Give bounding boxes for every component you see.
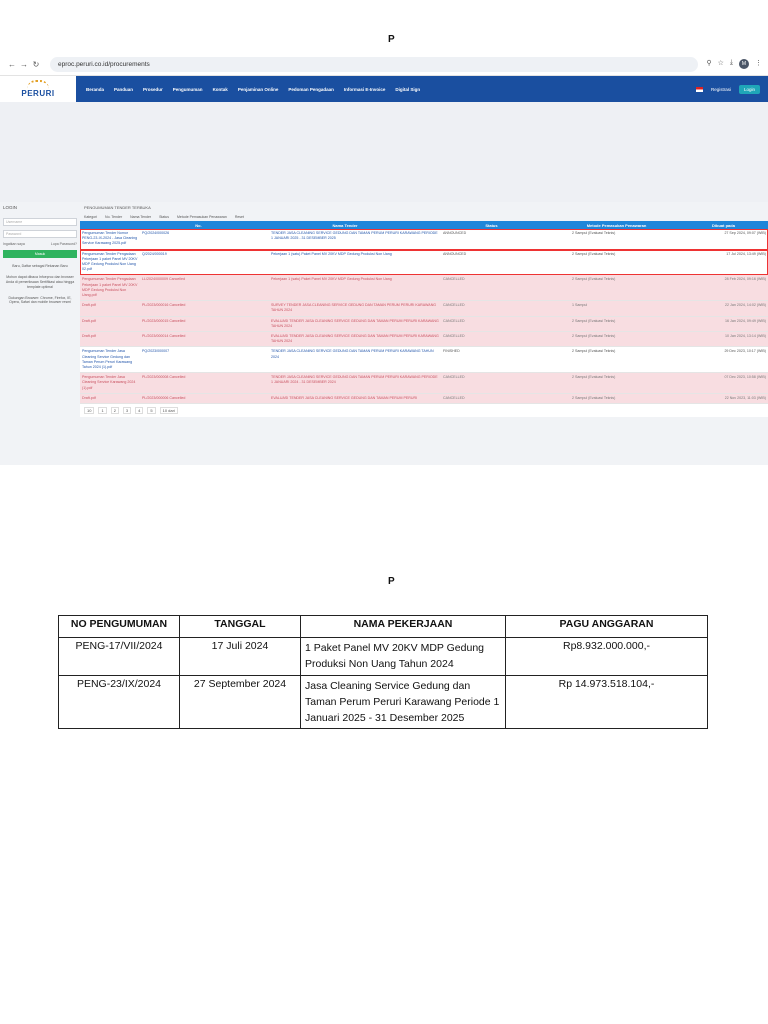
tender-doc-link[interactable]: Pengumuman Tender Jasa Cleaning Service Karawang 2024 (1).pdf: [82, 375, 136, 390]
logo-text: PERURI: [21, 89, 55, 98]
filter-bar: [80, 213, 768, 221]
tender-no[interactable]: PL/2023/000006 Cancelled: [142, 395, 186, 400]
tender-row: [80, 373, 768, 394]
page-1[interactable]: 1: [98, 407, 106, 414]
tender-date: 17 Jul 2024, 13:49 (WIB): [726, 251, 766, 256]
menu-item-digital-sign[interactable]: Digital Sign: [395, 86, 421, 92]
tender-date: 27 Sep 2024, 09:07 (WIB): [724, 231, 766, 235]
tender-method: 2 Sampul (Evaluasi Teknis): [572, 375, 616, 380]
tender-table-body: [80, 229, 768, 404]
login-title: LOGIN: [3, 205, 18, 210]
page-marker-bottom: P: [388, 576, 395, 587]
filter-status[interactable]: Status: [159, 215, 169, 219]
col-header-no[interactable]: No.: [195, 222, 202, 228]
menu-item-pengumuman[interactable]: Pengumuman: [172, 86, 203, 92]
cell-job: 1 Paket Panel MV 20KV MDP Gedung Produksi Non Uang Tahun 2024: [301, 638, 506, 676]
tender-status: FINISHED: [443, 349, 460, 354]
forgot-password-link[interactable]: Lupa Password?: [50, 242, 77, 246]
browser-toolbar: [0, 53, 768, 76]
tender-doc-link[interactable]: Draft.pdf: [82, 318, 96, 323]
tender-row: [80, 317, 768, 332]
menu-item-einvoice[interactable]: Informasi E-Invoice: [343, 86, 386, 92]
col-header-nama[interactable]: Nama Tender: [332, 222, 358, 228]
tender-date: 22 Jan 2024, 14:02 (WIB): [725, 303, 766, 308]
tender-name[interactable]: EVALUASI TENDER JASA CLEANING SERVICE GEDUNG DAN TAMAN PERUM PERURI: [271, 395, 418, 400]
support-note: Dukungan Browser: Chrome, Firefox, IE, Opera, Safari dan mobile browser resmi: [8, 295, 72, 305]
tender-name[interactable]: Pekerjaan 1 (satu) Paket Panel MV 20KV MDP Gedung Produksi Non Uang: [271, 277, 392, 282]
col-header-status[interactable]: Status: [485, 222, 498, 228]
login-panel: [0, 202, 80, 417]
tender-no[interactable]: PL/2023/000014 Cancelled: [142, 334, 186, 339]
peruri-logo[interactable]: [0, 76, 76, 102]
header-nama-pekerjaan: NAMA PEKERJAAN: [301, 616, 506, 638]
tender-date: 29 Dec 2023, 10:17 (WIB): [724, 349, 766, 354]
app-header: [0, 76, 768, 102]
tender-row: [80, 332, 768, 347]
tender-method: 2 Sampul (Evaluasi Teknis): [572, 318, 616, 323]
logo-rays-icon: [27, 80, 49, 89]
tender-doc-link[interactable]: Draft.pdf: [82, 303, 96, 308]
tender-name[interactable]: TENDER JASA CLEANING SERVICE GEDUNG DAN TAMAN PERUM PERURI KARAWANG PERIODE 1 JANUARI 2024 - 31 DESEMBER 2024: [271, 375, 438, 385]
page-5[interactable]: 5: [147, 407, 155, 414]
tender-date: 28 Feb 2024, 09:16 (WIB): [724, 277, 766, 282]
tender-row: [80, 229, 768, 250]
cell-job: Jasa Cleaning Service Gedung dan Taman Perum Peruri Karawang Periode 1 Januari 2025 - 31 Desember 2025: [301, 675, 506, 729]
download-icon[interactable]: ⤓: [729, 59, 733, 66]
password-input[interactable]: Password: [3, 230, 77, 238]
page-4[interactable]: 4: [135, 407, 143, 414]
tender-date: 07 Dec 2023, 10:58 (WIB): [724, 375, 766, 380]
header-pagu-anggaran: PAGU ANGGARAN: [506, 616, 708, 638]
url-text: eproc.peruri.co.id/procurements: [58, 60, 150, 68]
tender-row: [80, 394, 768, 404]
menu-item-kontak[interactable]: Kontak: [212, 86, 228, 92]
col-header-dibuat[interactable]: Dibuat pada: [712, 222, 735, 228]
tender-status: CANCELLED: [443, 303, 465, 308]
table-row: [59, 638, 708, 676]
remember-checkbox[interactable]: Ingatkan saya: [3, 242, 25, 246]
page-3[interactable]: 3: [123, 407, 131, 414]
tender-status: ANNOUNCED: [443, 231, 467, 235]
avatar[interactable]: M: [739, 59, 749, 69]
back-icon[interactable]: ←: [8, 59, 16, 69]
tender-name[interactable]: TENDER JASA CLEANING SERVICE GEDUNG DAN TAMAN PERUM PERURI KARAWANG PERIODE 1 JANUARI 2025 - 31 DESEMBER 2025: [271, 231, 438, 241]
pagination: [80, 404, 768, 417]
tender-doc-link[interactable]: Pengumuman Tender Nomor PENG-23-IX-2024 - Jasa Cleaning Service Karawang 2025.pdf: [82, 231, 138, 246]
star-icon[interactable]: ☆: [717, 60, 724, 67]
tender-panel-title: PENGUMUMAN TENDER TERBUKA: [84, 205, 151, 210]
tender-status: ANNOUNCED: [443, 251, 467, 256]
tender-no[interactable]: PL/2023/000015 Cancelled: [142, 318, 186, 323]
page-of-label: 10 dari: [160, 407, 178, 414]
menu-item-beranda[interactable]: Beranda: [86, 86, 105, 92]
tender-no[interactable]: PL/2023/000016 Cancelled: [142, 303, 186, 308]
tender-date: 16 Jan 2024, 09:49 (WIB): [725, 318, 766, 323]
cell-date: 17 Juli 2024: [180, 638, 301, 676]
tender-row: [80, 275, 768, 301]
address-bar[interactable]: [50, 57, 698, 72]
page-2[interactable]: 2: [111, 407, 119, 414]
cell-no: PENG-23/IX/2024: [59, 675, 180, 729]
username-input[interactable]: Username: [3, 218, 77, 226]
tender-status: CANCELLED: [443, 318, 465, 323]
tender-no[interactable]: LL/2024/000009 Cancelled: [142, 277, 185, 282]
menu-item-pedoman[interactable]: Pedoman Pengadaan: [288, 86, 334, 92]
header-tanggal: TANGGAL: [180, 616, 301, 638]
forward-icon[interactable]: →: [20, 59, 28, 69]
tender-row: [80, 250, 768, 276]
hero-banner: [0, 102, 768, 202]
tender-no[interactable]: Q/2024/000019: [142, 251, 167, 256]
filter-no-tender[interactable]: No. Tender: [105, 215, 123, 219]
cell-date: 27 September 2024: [180, 675, 301, 729]
info-note: Mohon dapat dibaca Infoeproc dan browser Anda di pemeriksaan Sertifikasi atau hingga template optimal: [5, 274, 75, 289]
tender-method: 2 Sampul (Evaluasi Teknis): [572, 334, 616, 339]
tender-doc-link[interactable]: Draft.pdf: [82, 334, 96, 339]
menu-item-penjaminan[interactable]: Penjaminan Online: [237, 86, 279, 92]
cell-budget: Rp 14.973.518.104,-: [506, 675, 708, 729]
tender-status: CANCELLED: [443, 375, 465, 380]
tender-name[interactable]: EVALUASI TENDER JASA CLEANING SERVICE GEDUNG DAN TAMAN PERUM PERURI KARAWANG TAHUN 2024: [271, 334, 439, 344]
tender-name[interactable]: TENDER JASA CLEANING SERVICE GEDUNG DAN TAMAN PERUM PERURI KARAWANG TAHUN 2024: [271, 349, 434, 359]
tender-doc-link[interactable]: Pengumuman Tender Jasa Cleaning Service Gedung dan Taman Perum Peruri Karawang Tahun 2024 (1).pdf: [82, 349, 133, 370]
tender-method: 2 Sampul (Evaluasi Teknis): [572, 231, 616, 235]
tender-name[interactable]: SURVEY TENDER JASA CLEANING SERVICE GEDUNG DAN TAMAN PERUM PERURI KARAWANG TAHUN 2024: [271, 303, 437, 313]
embedded-screenshot: [0, 53, 768, 465]
tender-name[interactable]: EVALUASI TENDER JASA CLEANING SERVICE GEDUNG DAN TAMAN PERUM PERURI KARAWANG TAHUN 2024: [271, 318, 439, 328]
masuk-button[interactable]: Masuk: [3, 250, 77, 258]
tender-method: 2 Sampul (Evaluasi Teknis): [572, 349, 616, 354]
tender-no[interactable]: PQ/2024/000026: [142, 231, 170, 235]
filter-nama-tender[interactable]: Nama Tender: [130, 215, 152, 219]
tender-no[interactable]: PL/2023/000008 Cancelled: [142, 375, 186, 380]
tender-date: 22 Nov 2023, 11:03 (WIB): [724, 395, 766, 400]
menu-item-panduan[interactable]: Panduan: [114, 86, 134, 92]
tender-doc-link[interactable]: Pengumuman Tender Pengadaan Pekerjaan 1 paket Panel MV 20KV MDP Gedung Produksi Non Uang 02.pdf: [82, 251, 138, 272]
tender-date: 10 Jan 2024, 13:14 (WIB): [725, 334, 766, 339]
tender-method: 1 Sampul: [572, 303, 588, 308]
filter-metode[interactable]: Metode Pemasukan Penawaran: [177, 215, 227, 219]
reload-icon[interactable]: ↻: [32, 59, 40, 69]
register-link[interactable]: Registrasi: [710, 86, 731, 92]
tender-name[interactable]: Pekerjaan 1 (satu) Paket Panel MV 20KV MDP Gedung Produksi Non Uang: [271, 251, 392, 256]
filter-kategori[interactable]: Kategori: [84, 215, 98, 219]
table-row: [59, 675, 708, 729]
header-no-pengumuman: NO PENGUMUMAN: [59, 616, 180, 638]
tender-method: 2 Sampul (Evaluasi Teknis): [572, 277, 616, 282]
main-menu: [76, 87, 696, 92]
col-header-metode[interactable]: Metode Pemasukan Penawaran: [586, 222, 647, 228]
filter-reset-button[interactable]: Reset: [234, 215, 244, 219]
language-flag-icon[interactable]: [696, 87, 703, 92]
tender-no[interactable]: PQ/2023/000007: [142, 349, 170, 354]
login-button[interactable]: Login: [739, 85, 760, 94]
per-page-select[interactable]: 10: [84, 407, 94, 414]
tender-doc-link[interactable]: Pengumuman Tender Pengadaan Pekerjaan 1 paket Panel MV 20KV MDP Gedung Produksi Non Uang.pdf: [82, 277, 138, 298]
tender-doc-link[interactable]: Draft.pdf: [82, 395, 96, 400]
tender-method: 2 Sampul (Evaluasi Teknis): [572, 395, 616, 400]
register-note[interactable]: Baru, Daftar sebagai Rekanan Baru: [12, 264, 68, 268]
menu-item-prosedur[interactable]: Prosedur: [143, 86, 163, 92]
tender-status: CANCELLED: [443, 334, 465, 339]
tender-row: [80, 347, 768, 373]
zoom-icon[interactable]: ⚲: [706, 60, 712, 67]
tender-table-header: [80, 221, 768, 229]
tender-panel: [80, 202, 768, 417]
cell-no: PENG-17/VII/2024: [59, 638, 180, 676]
tender-method: 2 Sampul (Evaluasi Teknis): [572, 251, 616, 256]
tender-status: CANCELLED: [443, 277, 465, 282]
tender-row: [80, 301, 768, 316]
menu-dots-icon[interactable]: ⋮: [755, 60, 762, 67]
tender-status: CANCELLED: [443, 395, 465, 400]
announcement-summary-table: [58, 615, 708, 729]
page-marker-top: P: [388, 34, 395, 45]
cell-budget: Rp8.932.000.000,-: [506, 638, 708, 676]
